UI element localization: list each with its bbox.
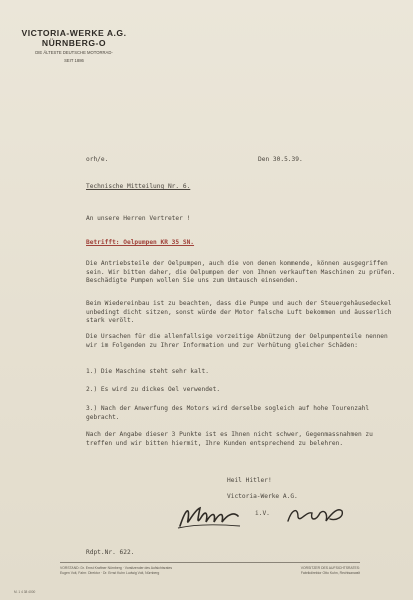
footer-left-line2: Eugen Voit, Fahrr. Direktor · Dr. Ernst Kuhn Ludwig Voit, Nürnberg bbox=[60, 570, 160, 575]
footer-right bbox=[301, 566, 360, 575]
paragraph-2: Beim Wiedereinbau ist zu beachten, dass die Pumpe und auch der Steuergehäusedeckel unbedingt dicht sitzen, sonst würde der Motor falsche Luft bekommen und äusserlich stark verölt. bbox=[86, 300, 392, 325]
signature-left bbox=[176, 500, 242, 532]
paragraph-3: Die Ursachen für die allenfallsige vorzeitige Abnützung der Oelpumpenteile nennen wir im Folgenden zu Ihrer Information und zur Verhütung gleicher Schäden: bbox=[86, 333, 388, 349]
signature-right bbox=[284, 503, 348, 527]
footer-left-line1: VORSTAND: Dr. Ernst Kraftner Nürnberg · Vorsitzender des Aufsichtsrates bbox=[60, 566, 173, 570]
company-city: NÜRNBERG-O bbox=[41, 38, 107, 48]
footer-right-line1: VORSITZER DES AUFSICHTSRATES: bbox=[300, 566, 360, 570]
letterhead bbox=[14, 28, 134, 64]
company-name: VICTORIA-WERKE A.G. bbox=[21, 28, 127, 38]
footer-right-line2: Fabrikdirektor Otto Kuhn, Rechtsanwalt bbox=[300, 570, 360, 575]
list-item-2: 2.) Es wird zu dickes Oel verwendet. bbox=[86, 386, 221, 393]
company-since: SEIT 1886 bbox=[64, 58, 84, 63]
greeting: Heil Hitler! bbox=[227, 477, 272, 484]
betrifft-line: Betrifft: Oelpumpen KR 35 SN. bbox=[86, 239, 195, 246]
reference-code: orh/e. bbox=[86, 156, 109, 163]
signer-company: Victoria-Werke A.G. bbox=[227, 493, 298, 500]
letter-date: Den 30.5.39. bbox=[258, 156, 303, 163]
closing-paragraph: Nach der Angabe dieser 3 Punkte ist es Ihnen nicht schwer, Gegenmassnahmen zu treffen und wir bitten hiermit, Ihre Kunden entsprechend zu belehren. bbox=[86, 431, 373, 447]
rundschreiben-number: Rdpt.Nr. 622. bbox=[86, 549, 135, 556]
list-item-1: 1.) Die Maschine steht sehr kalt. bbox=[86, 368, 209, 375]
footer bbox=[60, 562, 360, 579]
signer-prefix: i.V. bbox=[255, 510, 270, 517]
form-number: M. 1 4 38 4000 bbox=[14, 590, 36, 594]
addressee: An unsere Herren Vertreter ! bbox=[86, 215, 191, 222]
subject-title: Technische Mitteilung Nr. 6. bbox=[86, 183, 191, 190]
footer-left bbox=[60, 566, 172, 575]
list-item-3: 3.) Nach der Anwerfung des Motors wird derselbe sogleich auf hohe Tourenzahl gebracht. bbox=[86, 405, 370, 421]
paragraph-1: Die Antriebsteile der Oelpumpen, auch die von denen kommende, können ausgegriffen sein. Wir bitten daher, die Oelpumpen der von Ihnen verkauften Maschinen zu prüfen. Beschädigte Pumpen wollen Sie uns zum Umtausch einsenden. bbox=[86, 260, 396, 285]
company-tagline: DIE ÄLTESTE DEUTSCHE MOTORRAD- bbox=[35, 50, 113, 55]
